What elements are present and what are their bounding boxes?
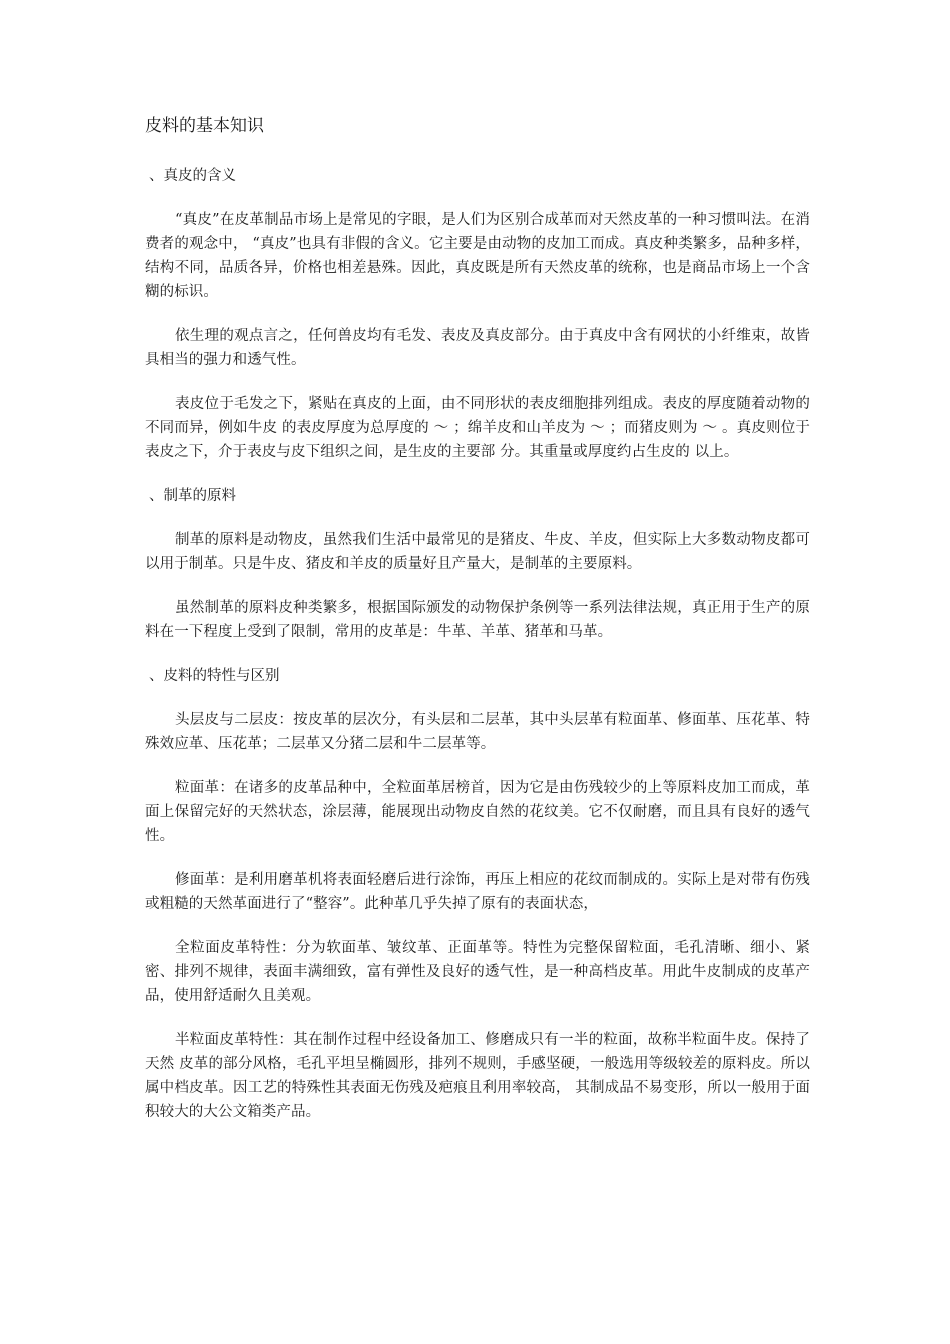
paragraph: 制革的原料是动物皮，虽然我们生活中最常见的是猪皮、牛皮、羊皮，但实际上大多数动物皮都可以用于制革。只是牛皮、猪皮和羊皮的质量好且产量大，是制革的主要原料。	[145, 532, 810, 572]
section-heading: 、真皮的含义	[149, 168, 236, 184]
section-tanning-raw-materials	[145, 484, 810, 644]
paragraph: 依生理的观点言之，任何兽皮均有毛发、表皮及真皮部分。由于真皮中含有网状的小纤维束，故皆具相当的强力和透气性。	[145, 328, 810, 368]
paragraph: 表皮位于毛发之下，紧贴在真皮的上面，由不同形状的表皮细胞排列组成。表皮的厚度随着动物的不同而异，例如牛皮 的表皮厚度为总厚度的 ～ ；绵羊皮和山羊皮为 ～ ；而猪皮则为 ～ 。真皮则位于表皮之下，介于表皮与皮下组织之间，是生皮的主要部 分。其重量或厚度约占生皮的 以上。	[145, 396, 810, 460]
paragraph: 半粒面皮革特性：其在制作过程中经设备加工、修磨成只有一半的粒面，故称半粒面牛皮。保持了天然 皮革的部分风格，毛孔平坦呈椭圆形，排列不规则，手感坚硬，一般选用等级较差的原料皮。所以属中档皮革。因工艺的特殊性其表面无伤残及疤痕且利用率较高， 其制成品不易变形，所以一般用于面积较大的大公文箱类产品。	[145, 1032, 810, 1120]
page-title: 皮料的基本知识	[145, 116, 264, 136]
document-page	[145, 112, 810, 1144]
paragraph: 粒面革：在诸多的皮革品种中，全粒面革居榜首，因为它是由伤残较少的上等原料皮加工而成，革面上保留完好的天然状态，涂层薄，能展现出动物皮自然的花纹美。它不仅耐磨，而且具有良好的透气性。	[145, 780, 810, 844]
section-heading: 、制革的原料	[149, 488, 236, 504]
paragraph: 虽然制革的原料皮种类繁多，根据国际颁发的动物保护条例等一系列法律法规，真正用于生产的原料在一下程度上受到了限制，常用的皮革是：牛革、羊革、猪革和马革。	[145, 600, 810, 640]
section-leather-properties	[145, 664, 810, 1124]
paragraph: “真皮”在皮革制品市场上是常见的字眼，是人们为区别合成革而对天然皮革的一种习惯叫法。在消费者的观念中， “真皮”也具有非假的含义。它主要是由动物的皮加工而成。真皮种类繁多，品种多样，结构不同，品质各异，价格也相差悬殊。因此，真皮既是所有天然皮革的统称，也是商品市场上一个含糊的标识。	[145, 212, 810, 300]
section-genuine-leather-meaning	[145, 164, 810, 464]
section-heading: 、皮料的特性与区别	[149, 668, 280, 684]
paragraph: 全粒面皮革特性：分为软面革、皱纹革、正面革等。特性为完整保留粒面，毛孔清晰、细小、紧密、排列不规律，表面丰满细致，富有弹性及良好的透气性，是一种高档皮革。用此牛皮制成的皮革产品，使用舒适耐久且美观。	[145, 940, 810, 1004]
paragraph: 头层皮与二层皮：按皮革的层次分，有头层和二层革，其中头层革有粒面革、修面革、压花革、特殊效应革、压花革；二层革又分猪二层和牛二层革等。	[145, 712, 810, 752]
paragraph: 修面革：是利用磨革机将表面轻磨后进行涂饰，再压上相应的花纹而制成的。实际上是对带有伤残或粗糙的天然革面进行了“整容”。此种革几乎失掉了原有的表面状态，	[145, 872, 810, 912]
